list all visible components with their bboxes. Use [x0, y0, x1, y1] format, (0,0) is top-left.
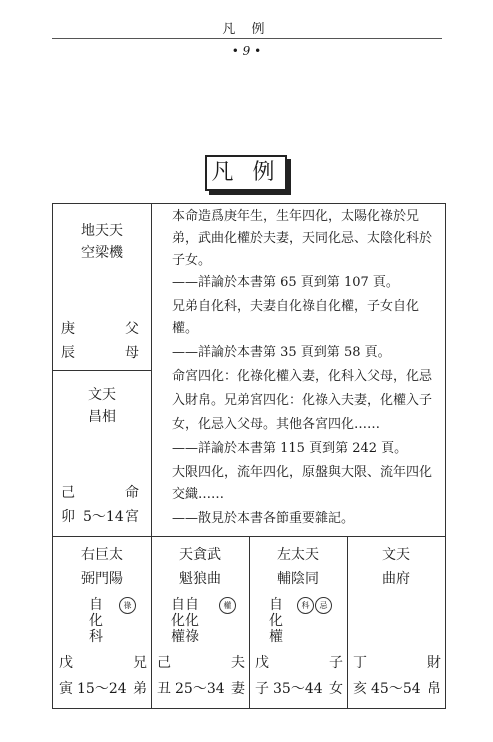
header-rule — [52, 38, 442, 39]
star-names: 左太天 — [277, 547, 319, 563]
birth-year-ji-mark: 忌 — [315, 597, 332, 614]
palace-name: 財 — [427, 655, 441, 671]
star-names: 地天天 — [81, 223, 123, 239]
text-line: 兄弟自化科，夫妻自化祿自化權，子女自化 — [172, 299, 420, 314]
text-line: 入財帛。兄弟宮四化：化祿入夫妻，化權入子 — [172, 393, 433, 408]
earthly-branch: 亥 — [353, 681, 367, 697]
age-range: 5～14 — [83, 509, 124, 525]
palace-name: 夫 — [231, 655, 245, 671]
age-range: 35～44 — [273, 681, 323, 697]
self-transform: 化 — [89, 613, 103, 629]
text-line: 子女。 — [172, 253, 212, 268]
page-number: • 9 • — [231, 44, 262, 58]
self-transform: 自 — [89, 597, 103, 613]
star-names: 右巨太 — [81, 547, 123, 563]
text-line: ——散見於本書各節重要雜記。 — [172, 511, 355, 526]
palace-name: 兄 — [133, 655, 147, 671]
star-names: 弼門陽 — [81, 571, 123, 587]
grid-line — [53, 370, 151, 371]
age-range: 25～34 — [175, 681, 225, 697]
star-names: 曲府 — [382, 571, 410, 587]
text-line: ——詳論於本書第 35 頁到第 58 頁。 — [172, 345, 391, 360]
age-range: 45～54 — [371, 681, 421, 697]
heavenly-stem: 丁 — [353, 655, 367, 671]
heavenly-stem: 己 — [157, 655, 171, 671]
palace-name: 妻 — [231, 681, 245, 697]
star-names: 魁狼曲 — [179, 571, 221, 587]
self-transform: 自自 — [171, 597, 199, 613]
running-head: 凡 例 — [222, 22, 271, 37]
star-names: 空梁機 — [81, 245, 123, 261]
birth-year-ke-mark: 科 — [297, 597, 314, 614]
heavenly-stem: 庚 — [61, 321, 75, 337]
earthly-branch: 辰 — [61, 345, 75, 361]
text-line: ——詳論於本書第 65 頁到第 107 頁。 — [172, 275, 399, 290]
heavenly-stem: 戊 — [255, 655, 269, 671]
self-transform: 權 — [269, 629, 283, 645]
palace-name: 父 — [125, 321, 139, 337]
palace-name: 宮 — [125, 509, 139, 525]
birth-year-lu-mark: 祿 — [119, 597, 136, 614]
earthly-branch: 寅 — [59, 681, 73, 697]
text-line: 弟，武曲化權於夫妻，天同化忌、太陰化科於 — [172, 231, 433, 246]
text-line: 命宮四化：化祿化權入妻，化科入父母，化忌 — [172, 369, 433, 384]
star-names: 昌相 — [88, 409, 116, 425]
self-transform: 權祿 — [171, 629, 199, 645]
text-line: ——詳論於本書第 115 頁到第 242 頁。 — [172, 441, 408, 456]
self-transform: 化 — [269, 613, 283, 629]
self-transform: 化化 — [171, 613, 199, 629]
palace-name: 女 — [329, 681, 343, 697]
star-names: 文天 — [382, 547, 410, 563]
earthly-branch: 丑 — [157, 681, 171, 697]
palace-name: 子 — [329, 655, 343, 671]
star-names: 天貪武 — [179, 547, 221, 563]
text-line: 大限四化，流年四化，原盤與大限、流年四化 — [172, 465, 433, 480]
text-line: 本命造爲庚年生，生年四化，太陽化祿於兄 — [172, 209, 420, 224]
palace-name: 帛 — [427, 681, 441, 697]
self-transform: 自 — [269, 597, 283, 613]
heavenly-stem: 己 — [61, 485, 75, 501]
star-names: 文天 — [88, 387, 116, 403]
earthly-branch: 子 — [255, 681, 269, 697]
birth-year-quan-mark: 權 — [219, 597, 236, 614]
heavenly-stem: 戊 — [59, 655, 73, 671]
palace-name: 弟 — [133, 681, 147, 697]
text-line: 交織…… — [172, 487, 225, 502]
earthly-branch: 卯 — [61, 509, 75, 525]
age-range: 15～24 — [77, 681, 127, 697]
palace-name: 母 — [125, 345, 139, 361]
section-title: 凡 例 — [205, 155, 287, 191]
star-names: 輔陰同 — [277, 571, 319, 587]
grid-line — [151, 204, 152, 536]
text-line: 權。 — [172, 321, 199, 336]
text-line: 女，化忌入父母。其他各宮四化…… — [172, 417, 381, 432]
palace-name: 命 — [125, 485, 139, 501]
self-transform: 科 — [89, 629, 103, 645]
